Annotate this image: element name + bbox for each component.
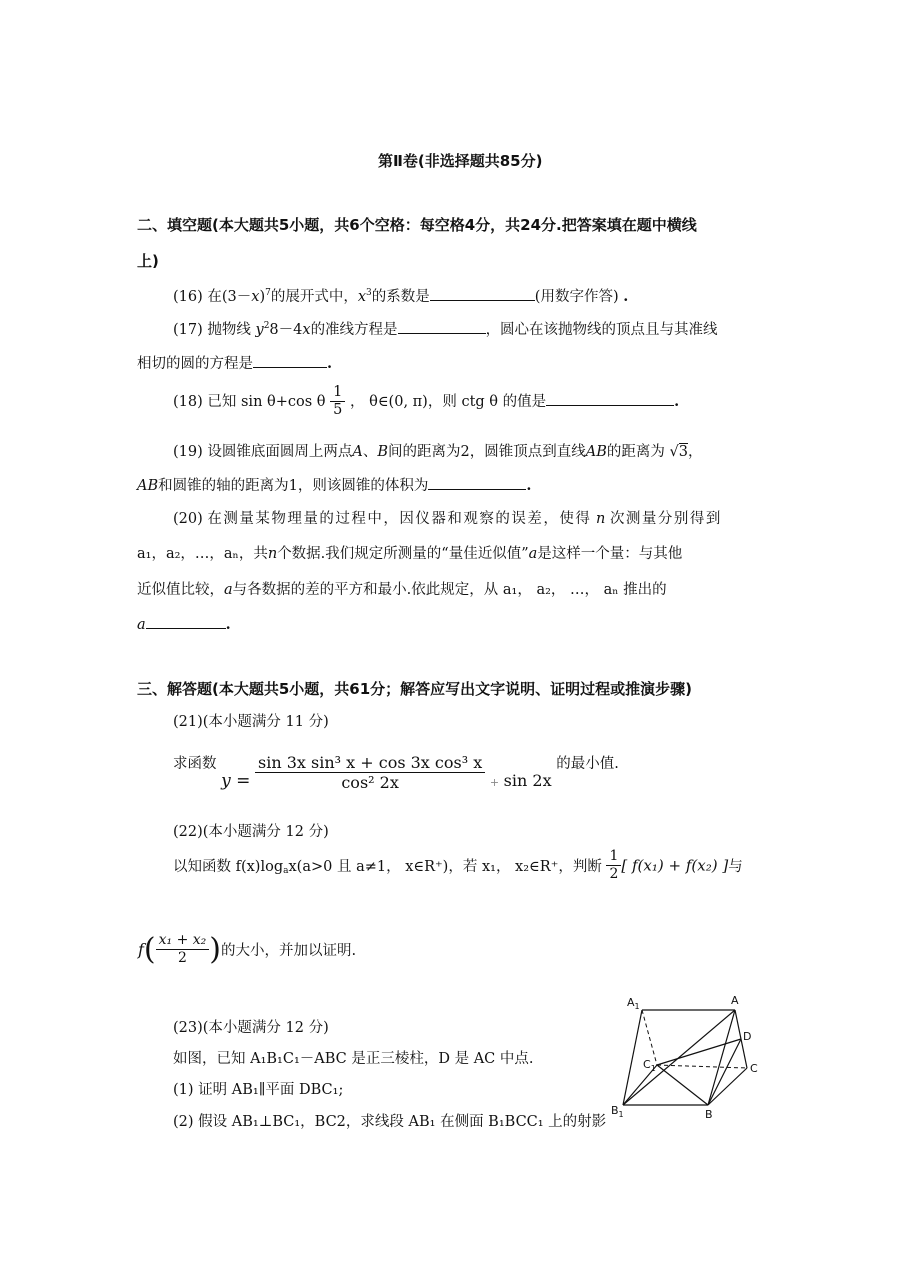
question-20-line3: 近似值比较，a与各数据的差的平方和最小.依此规定，从 a₁， a₂， …， aₙ 推出的	[137, 582, 667, 598]
question-18: (18) 已知 sin θ+cos θ $\frac{1}{5}$ ， θ∈(0, π)，则 ctg θ 的值是 .	[173, 384, 680, 419]
question-19: (19) 设圆锥底面圆周上两点A、B间的距离为2，圆锥顶点到直线AB的距离为 √3，	[173, 444, 703, 460]
question-22: 以知函数 $f(x)\log_ax(a>0$ 且 a≠1， x∈R⁺)，若 x₁， x₂∈R⁺，判断 $\frac{1}{2}$ [ f(x₁) + f(x₂) ]与	[173, 848, 743, 882]
label-c1: $C_1$	[643, 1058, 656, 1073]
question-17: (17) 抛物线 $y^28-4x$的准线方程是 ，圆心在该抛物线的顶点且与其准线	[173, 318, 718, 339]
question-23-line1: 如图，已知 A₁B₁C₁－ABC 是正三棱柱，D 是 AC 中点.	[173, 1051, 534, 1067]
sqrt-3: √3	[669, 444, 688, 460]
label-a1: $A_1$	[627, 996, 640, 1011]
question-21-score: (21)(本小题满分 11 分)	[173, 714, 329, 730]
edge-a-b	[708, 1010, 735, 1105]
fraction-one-half: $\frac{1}{2}$	[606, 848, 621, 883]
answer-blank-16[interactable]	[430, 286, 535, 301]
question-20: (20) 在测量某物理量的过程中，因仪器和观察的误差，使得 n 次测量分别得到	[173, 511, 722, 527]
question-20-line4: a .	[137, 616, 231, 633]
question-17-line2: 相切的圆的方程是 .	[137, 355, 333, 372]
fraction-midpoint: $\frac{\text{x₁ + x₂}}{2}$	[156, 932, 210, 967]
question-23-score: (23)(本小题满分 12 分)	[173, 1020, 329, 1036]
answer-blank-17b[interactable]	[253, 353, 327, 368]
question-19-line2: AB和圆锥的轴的距离为1，则该圆锥的体积为 .	[137, 477, 532, 494]
answer-blank-19[interactable]	[428, 475, 526, 490]
answer-blank-17a[interactable]	[398, 319, 486, 334]
question-23-item1: (1) 证明 AB₁∥平面 DBC₁;	[173, 1082, 344, 1098]
part2-heading-line2: 上)	[137, 252, 159, 270]
part2-heading-line1: 二、填空题(本大题共5小题，共6个空格：每空格4分，共24分.把答案填在题中横线	[137, 216, 697, 234]
label-c: C	[750, 1062, 758, 1075]
label-d: D	[743, 1030, 752, 1043]
question-16: (16) 在$(3-x)^7$的展开式中，$x^3$的系数是 (用数字作答) .	[173, 288, 629, 305]
edge-c1-d	[657, 1039, 741, 1065]
label-a: A	[731, 994, 739, 1007]
edge-c1-b	[657, 1065, 708, 1105]
question-23-item2: (2) 假设 AB₁⊥BC₁，BC2，求线段 AB₁ 在侧面 B₁BCC₁ 上的射影	[173, 1114, 607, 1130]
section-title: 第Ⅱ卷(非选择题共85分)	[378, 152, 543, 170]
prism-figure	[605, 990, 770, 1125]
question-20-line2: a₁，a₂，…，aₙ，共n个数据.我们规定所测量的“量佳近似值”a是这样一个量：与其他	[137, 546, 683, 562]
question-22-score: (22)(本小题满分 12 分)	[173, 824, 329, 840]
fraction-one-fifth: $\frac{1}{5}$	[330, 384, 345, 420]
label-b: B	[705, 1108, 713, 1121]
answer-blank-20[interactable]	[146, 614, 226, 629]
question-22-line2: f( $\frac{\text{x₁ + x₂}}{2}$ )的大小，并加以证明.	[138, 932, 357, 967]
answer-blank-18[interactable]	[546, 391, 674, 406]
label-b1: $B_1$	[611, 1104, 624, 1119]
function-fraction: $\frac{\text{sin 3x sin³ x + cos 3x cos³ x}}{\text{cos² 2x}}$	[255, 753, 485, 792]
part3-heading: 三、解答题(本大题共5小题，共61分；解答应写出文字说明、证明过程或推演步骤)	[137, 680, 693, 698]
edge-b1-a	[623, 1010, 735, 1105]
edge-a1-c1	[642, 1010, 657, 1065]
question-21: 求函数 y = $\frac{\text{sin 3x sin³ x + cos 3x cos³ x}}{\text{cos² 2x}}$ $_+$ sin 2x 的最小值.	[173, 752, 619, 792]
